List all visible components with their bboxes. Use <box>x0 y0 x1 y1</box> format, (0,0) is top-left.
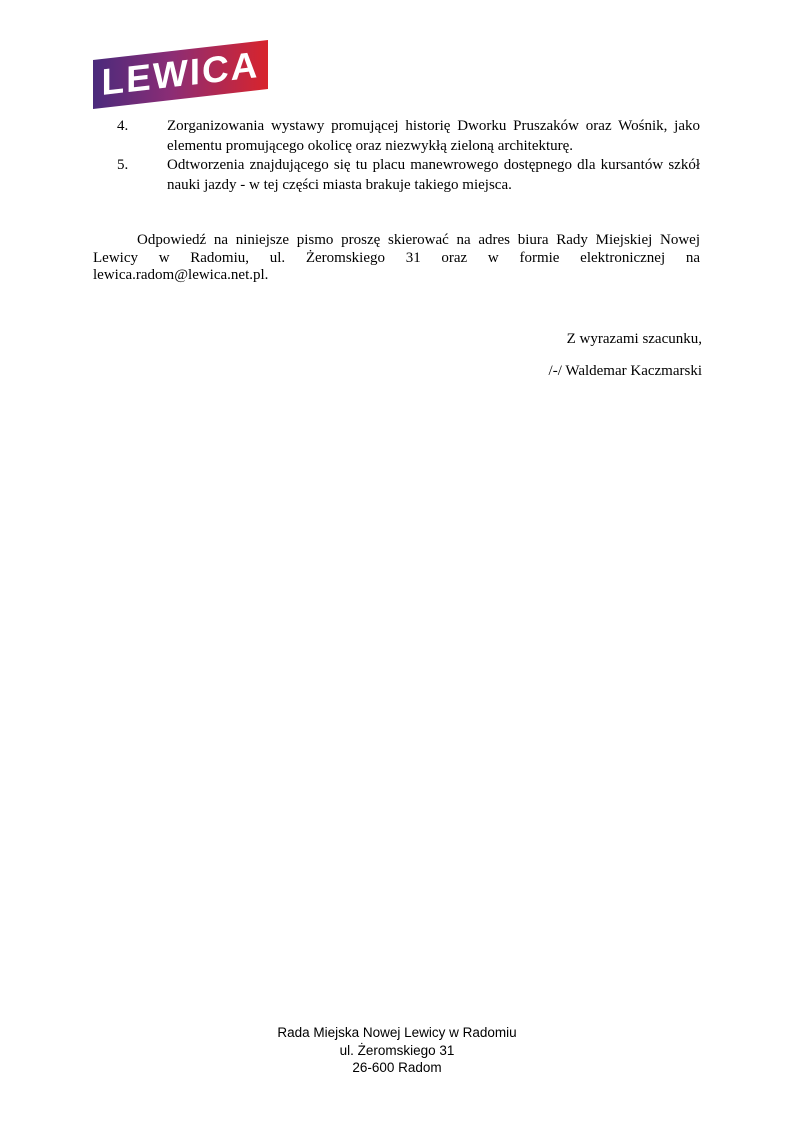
closing-phrase: Z wyrazami szacunku, <box>566 331 702 347</box>
footer-organization: Rada Miejska Nowej Lewicy w Radomiu <box>277 1025 517 1040</box>
list-item-text <box>167 117 700 156</box>
list-item-text-line: elementu promującego okolicę oraz niezwykłą zieloną architekturę. <box>167 137 574 154</box>
list-item-number: 4. <box>117 118 129 134</box>
list-item-number: 5. <box>117 157 129 173</box>
footer-address-block <box>0 1024 794 1077</box>
signature-name: /-/ Waldemar Kaczmarski <box>548 363 702 379</box>
footer-city: 26-600 Radom <box>352 1060 442 1075</box>
list-item-5 <box>93 156 700 195</box>
list-item-text-line: nauki jazdy - w tej części miasta brakuje takiego miejsca. <box>167 176 512 193</box>
reply-instructions-paragraph <box>93 232 700 285</box>
footer-street: ul. Żeromskiego 31 <box>339 1042 455 1058</box>
paragraph-line: Odpowiedź na niniejsze pismo proszę skierować na adres biura Rady Miejskiej Nowej <box>137 232 700 248</box>
demands-list <box>93 117 700 195</box>
paragraph-line: Lewicy w Radomiu, ul. Żeromskiego 31 oraz w formie elektronicznej na <box>93 249 700 266</box>
list-item-4 <box>93 117 700 156</box>
signoff-block <box>549 330 702 381</box>
lewica-logo <box>93 40 268 109</box>
list-item-text-line: Zorganizowania wystawy promującej historię Dworku Pruszaków oraz Wośnik, jako <box>167 118 700 134</box>
list-item-text-line: Odtworzenia znajdującego się tu placu manewrowego dostępnego dla kursantów szkół <box>167 157 700 173</box>
email-address: lewica.radom@lewica.net.pl. <box>93 267 269 283</box>
lewica-logo-text: LEWICA <box>101 44 260 104</box>
list-item-text <box>167 156 700 195</box>
